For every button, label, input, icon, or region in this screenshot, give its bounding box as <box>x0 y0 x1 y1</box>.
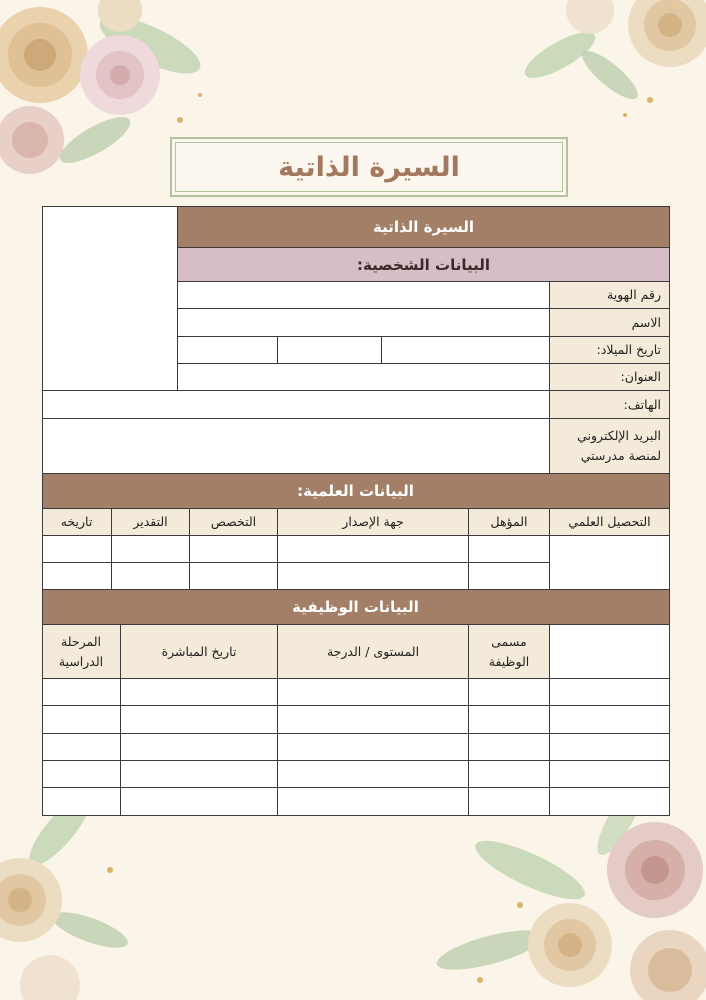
cv-form <box>42 206 670 816</box>
table-cell[interactable] <box>469 706 550 734</box>
table-cell[interactable] <box>190 536 278 563</box>
address-label: العنوان: <box>550 364 670 391</box>
floral-decoration-top-right-icon <box>500 0 706 130</box>
phone-field[interactable] <box>42 391 550 419</box>
table-cell[interactable] <box>112 563 190 590</box>
email-label <box>550 419 670 474</box>
table-cell[interactable] <box>550 734 670 761</box>
table-cell[interactable] <box>278 706 469 734</box>
stage-line1: المرحلة <box>61 633 101 649</box>
table-cell[interactable] <box>550 761 670 788</box>
birth-date-month-field[interactable] <box>278 337 382 364</box>
table-cell[interactable] <box>469 536 550 563</box>
table-cell[interactable] <box>278 761 469 788</box>
education-header-issuer: جهة الإصدار <box>278 509 469 536</box>
photo-box[interactable] <box>42 206 178 391</box>
table-cell[interactable] <box>121 761 278 788</box>
cv-header: السيرة الذاتية <box>178 206 670 248</box>
phone-label: الهاتف: <box>550 391 670 419</box>
birth-date-day-field[interactable] <box>382 337 550 364</box>
employment-header-level: المستوى / الدرجة <box>278 625 469 679</box>
page-title: السيرة الذاتية <box>175 142 563 192</box>
employment-header-start-date: تاريخ المباشرة <box>121 625 278 679</box>
name-label: الاسم <box>550 309 670 337</box>
employment-header-job-title <box>469 625 550 679</box>
education-attainment-cell[interactable] <box>550 536 670 590</box>
table-cell[interactable] <box>42 788 121 816</box>
employment-side-cell[interactable] <box>550 625 670 679</box>
table-cell[interactable] <box>550 706 670 734</box>
table-cell[interactable] <box>42 679 121 706</box>
job-title-line2: الوظيفة <box>488 653 530 669</box>
address-field[interactable] <box>178 364 550 391</box>
email-field[interactable] <box>42 419 550 474</box>
education-header-specialization: التخصص <box>190 509 278 536</box>
table-cell[interactable] <box>278 563 469 590</box>
table-cell[interactable] <box>42 761 121 788</box>
table-cell[interactable] <box>121 788 278 816</box>
education-header-attainment: التحصيل العلمي <box>550 509 670 536</box>
table-cell[interactable] <box>469 563 550 590</box>
table-cell[interactable] <box>112 536 190 563</box>
table-cell[interactable] <box>278 734 469 761</box>
table-cell[interactable] <box>278 536 469 563</box>
email-label-line1: البريد الإلكتروني <box>577 428 661 443</box>
table-cell[interactable] <box>469 734 550 761</box>
table-cell[interactable] <box>190 563 278 590</box>
table-cell[interactable] <box>550 679 670 706</box>
table-cell[interactable] <box>42 563 112 590</box>
education-header-date: تاريخه <box>42 509 112 536</box>
table-cell[interactable] <box>121 679 278 706</box>
table-cell[interactable] <box>278 679 469 706</box>
page-title-frame <box>170 137 568 197</box>
table-cell[interactable] <box>550 788 670 816</box>
birth-date-label: تاريخ الميلاد: <box>550 337 670 364</box>
stage-line2: الدراسية <box>58 653 104 669</box>
table-cell[interactable] <box>42 734 121 761</box>
personal-section-title: البيانات الشخصية: <box>178 248 670 282</box>
name-field[interactable] <box>178 309 550 337</box>
table-cell[interactable] <box>121 734 278 761</box>
job-title-line1: مسمى <box>491 633 527 649</box>
table-cell[interactable] <box>42 706 121 734</box>
education-section-title: البيانات العلمية: <box>42 474 670 509</box>
education-header-grade: التقدير <box>112 509 190 536</box>
id-number-label: رقم الهوية <box>550 282 670 309</box>
email-label-line2: لمنصة مدرستي <box>580 448 661 463</box>
id-number-field[interactable] <box>178 282 550 309</box>
table-cell[interactable] <box>469 761 550 788</box>
birth-date-year-field[interactable] <box>178 337 278 364</box>
education-header-qualification: المؤهل <box>469 509 550 536</box>
table-cell[interactable] <box>121 706 278 734</box>
employment-section-title: البيانات الوظيفية <box>42 590 670 625</box>
table-cell[interactable] <box>469 679 550 706</box>
table-cell[interactable] <box>469 788 550 816</box>
table-cell[interactable] <box>278 788 469 816</box>
table-cell[interactable] <box>42 536 112 563</box>
employment-header-stage <box>42 625 121 679</box>
